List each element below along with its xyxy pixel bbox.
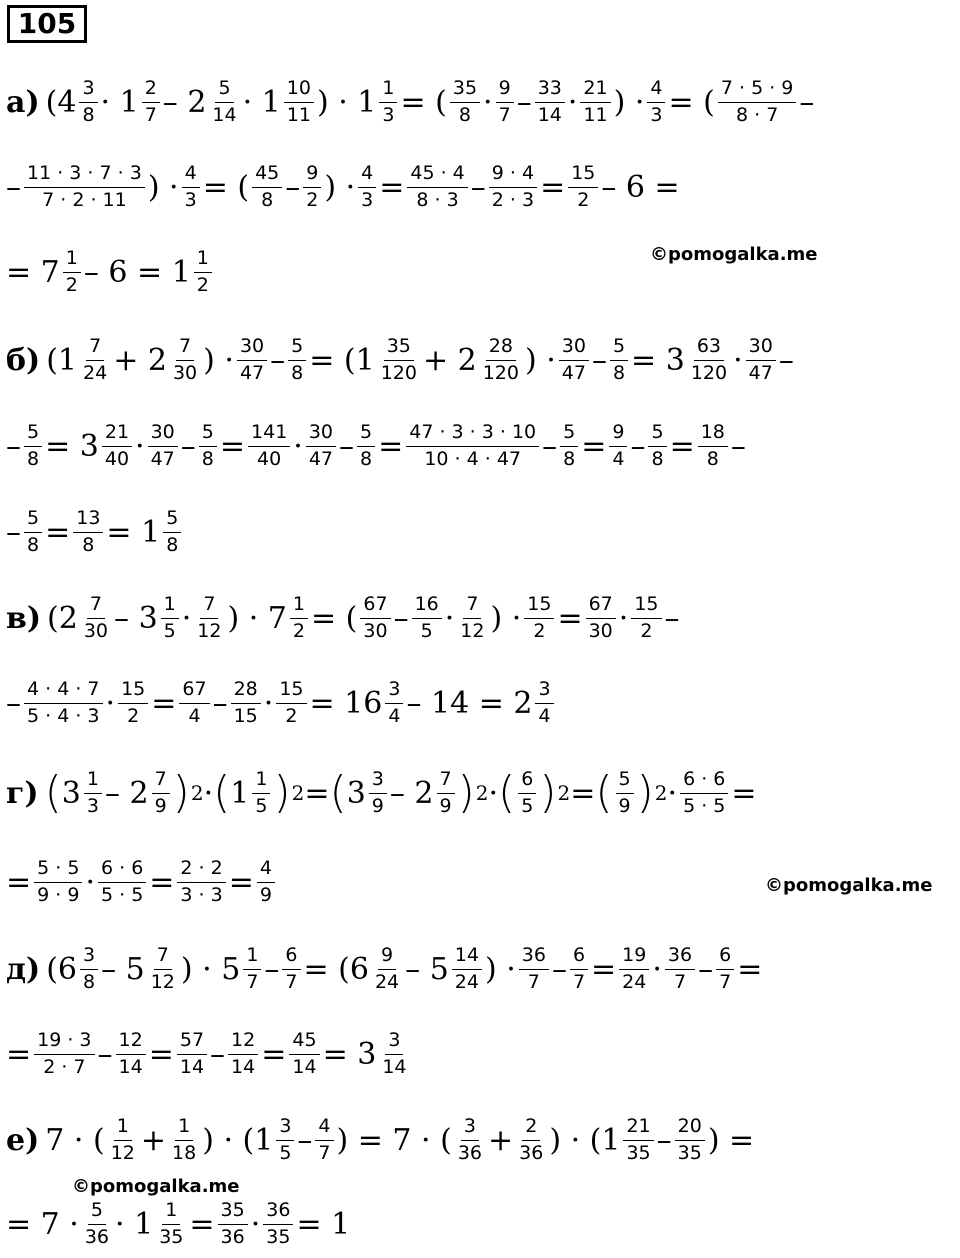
line-a-3: = 7 $\frac{1}{2}$ – 6 = 1 $\frac{1}{2}$ xyxy=(6,240,215,304)
line-e-2: = 7 · $\frac{5}{36}$ · 1 $\frac{1}{35}$ = $\frac{35}{36}$ · $\frac{36}{35}$ = 1 xyxy=(6,1198,351,1248)
line-v-1: в) (2 $\frac{7}{30}$ – 3 $\frac{1}{5}$ · $\frac{7}{12}$ ) · 7 $\frac{1}{2}$ = ( $\frac{67}{30}$ – $\frac{16}{5}$ · $\frac{7}{12}$ ) · $\frac{15}{2}$ = $\frac{67}{30}$ · $\frac{15}{2}$ – xyxy=(6,592,680,642)
label-b: б) xyxy=(6,342,41,378)
line-a-1: а) (4 $\frac{3}{8}$ · 1 $\frac{2}{7}$ – 2 $\frac{5}{14}$ · 1 $\frac{10}{11}$ ) · 1 $\frac{1}{3}$ = ( $\frac{35}{8}$ · $\frac{9}{7}$ – $\frac{33}{14}$ · $\frac{21}{11}$ ) · $\frac{4}{3}$ = ( $\frac{7 \cdot 5 \cdot 9}{8 \cdot 7}$ – xyxy=(6,76,815,126)
line-g-2: = $\frac{5 \cdot 5}{9 \cdot 9}$ · $\frac{6 \cdot 6}{5 \cdot 5}$ = $\frac{2 \cdot 2}{3 \cdot 3}$ = $\frac{4}{9}$ xyxy=(6,850,278,914)
label-e: е) xyxy=(6,1122,40,1158)
label-a: а) xyxy=(6,84,40,120)
watermark: ©pomogalka.me xyxy=(650,244,818,265)
label-g: г) xyxy=(6,775,39,811)
line-v-2: – $\frac{4 \cdot 4 \cdot 7}{5 \cdot 4 \cdot 3}$ · $\frac{15}{2}$ = $\frac{67}{4}$ – $\frac{28}{15}$ · $\frac{15}{2}$ = 16 $\frac{3}{4}$ – 14 = 2 $\frac{3}{4}$ xyxy=(6,671,557,735)
line-d-2: = $\frac{19 \cdot 3}{2 \cdot 7}$ – $\frac{12}{14}$ = $\frac{57}{14}$ – $\frac{12}{14}$ = $\frac{45}{14}$ = 3 $\frac{3}{14}$ xyxy=(6,1028,407,1078)
label-v: в) xyxy=(6,600,42,636)
label-d: д) xyxy=(6,951,41,987)
watermark: ©pomogalka.me xyxy=(72,1176,240,1197)
line-b-1: б) (1 $\frac{7}{24}$ + 2 $\frac{7}{30}$ ) · $\frac{30}{47}$ – $\frac{5}{8}$ = (1 $\frac{35}{120}$ + 2 $\frac{28}{120}$ ) · $\frac{30}{47}$ – $\frac{5}{8}$ = 3 $\frac{63}{120}$ · $\frac{30}{47}$ – xyxy=(6,334,794,384)
line-d-1: д) (6 $\frac{3}{8}$ – 5 $\frac{7}{12}$ ) · 5 $\frac{1}{7}$ – $\frac{6}{7}$ = (6 $\frac{9}{24}$ – 5 $\frac{14}{24}$ ) · $\frac{36}{7}$ – $\frac{6}{7}$ = $\frac{19}{24}$ · $\frac{36}{7}$ – $\frac{6}{7}$ = xyxy=(6,943,763,993)
line-a-2: – $\frac{11 \cdot 3 \cdot 7 \cdot 3}{7 \cdot 2 \cdot 11}$ ) · $\frac{4}{3}$ = ( $\frac{45}{8}$ – $\frac{9}{2}$ ) · $\frac{4}{3}$ = $\frac{45 \cdot 4}{8 \cdot 3}$ – $\frac{9 \cdot 4}{2 \cdot 3}$ = $\frac{15}{2}$ – 6 = xyxy=(6,161,680,211)
watermark: ©pomogalka.me xyxy=(765,875,933,896)
line-b-2: – $\frac{5}{8}$ = 3 $\frac{21}{40}$ · $\frac{30}{47}$ – $\frac{5}{8}$ = $\frac{141}{40}$ · $\frac{30}{47}$ – $\frac{5}{8}$ = $\frac{47 \cdot 3 \cdot 3 \cdot 10}{10 \cdot 4 \cdot 47}$ – $\frac{5}{8}$ = $\frac{9}{4}$ – $\frac{5}{8}$ = $\frac{18}{8}$ – xyxy=(6,420,746,470)
line-e-1: е) 7 · ( $\frac{1}{12}$ + $\frac{1}{18}$ ) · (1 $\frac{3}{5}$ – $\frac{4}{7}$ ) = 7 · ( $\frac{3}{36}$ + $\frac{2}{36}$ ) · (1 $\frac{21}{35}$ – $\frac{20}{35}$ ) = xyxy=(6,1114,755,1164)
problem-number: 105 xyxy=(7,5,87,43)
line-b-3: – $\frac{5}{8}$ = $\frac{13}{8}$ = 1 $\frac{5}{8}$ xyxy=(6,500,184,564)
line-g-1: г) ( 3 $\frac{1}{3}$ – 2 $\frac{7}{9}$ ) 2 · ( 1 $\frac{1}{5}$ ) 2 = ( 3 $\frac{3}{9}$ – 2 $\frac{7}{9}$ ) 2 · ( $\frac{6}{5}$ ) 2 = ( $\frac{5}{9}$ ) 2 · $\frac{6 \cdot 6}{5 \cdot 5}$ = xyxy=(6,767,757,818)
